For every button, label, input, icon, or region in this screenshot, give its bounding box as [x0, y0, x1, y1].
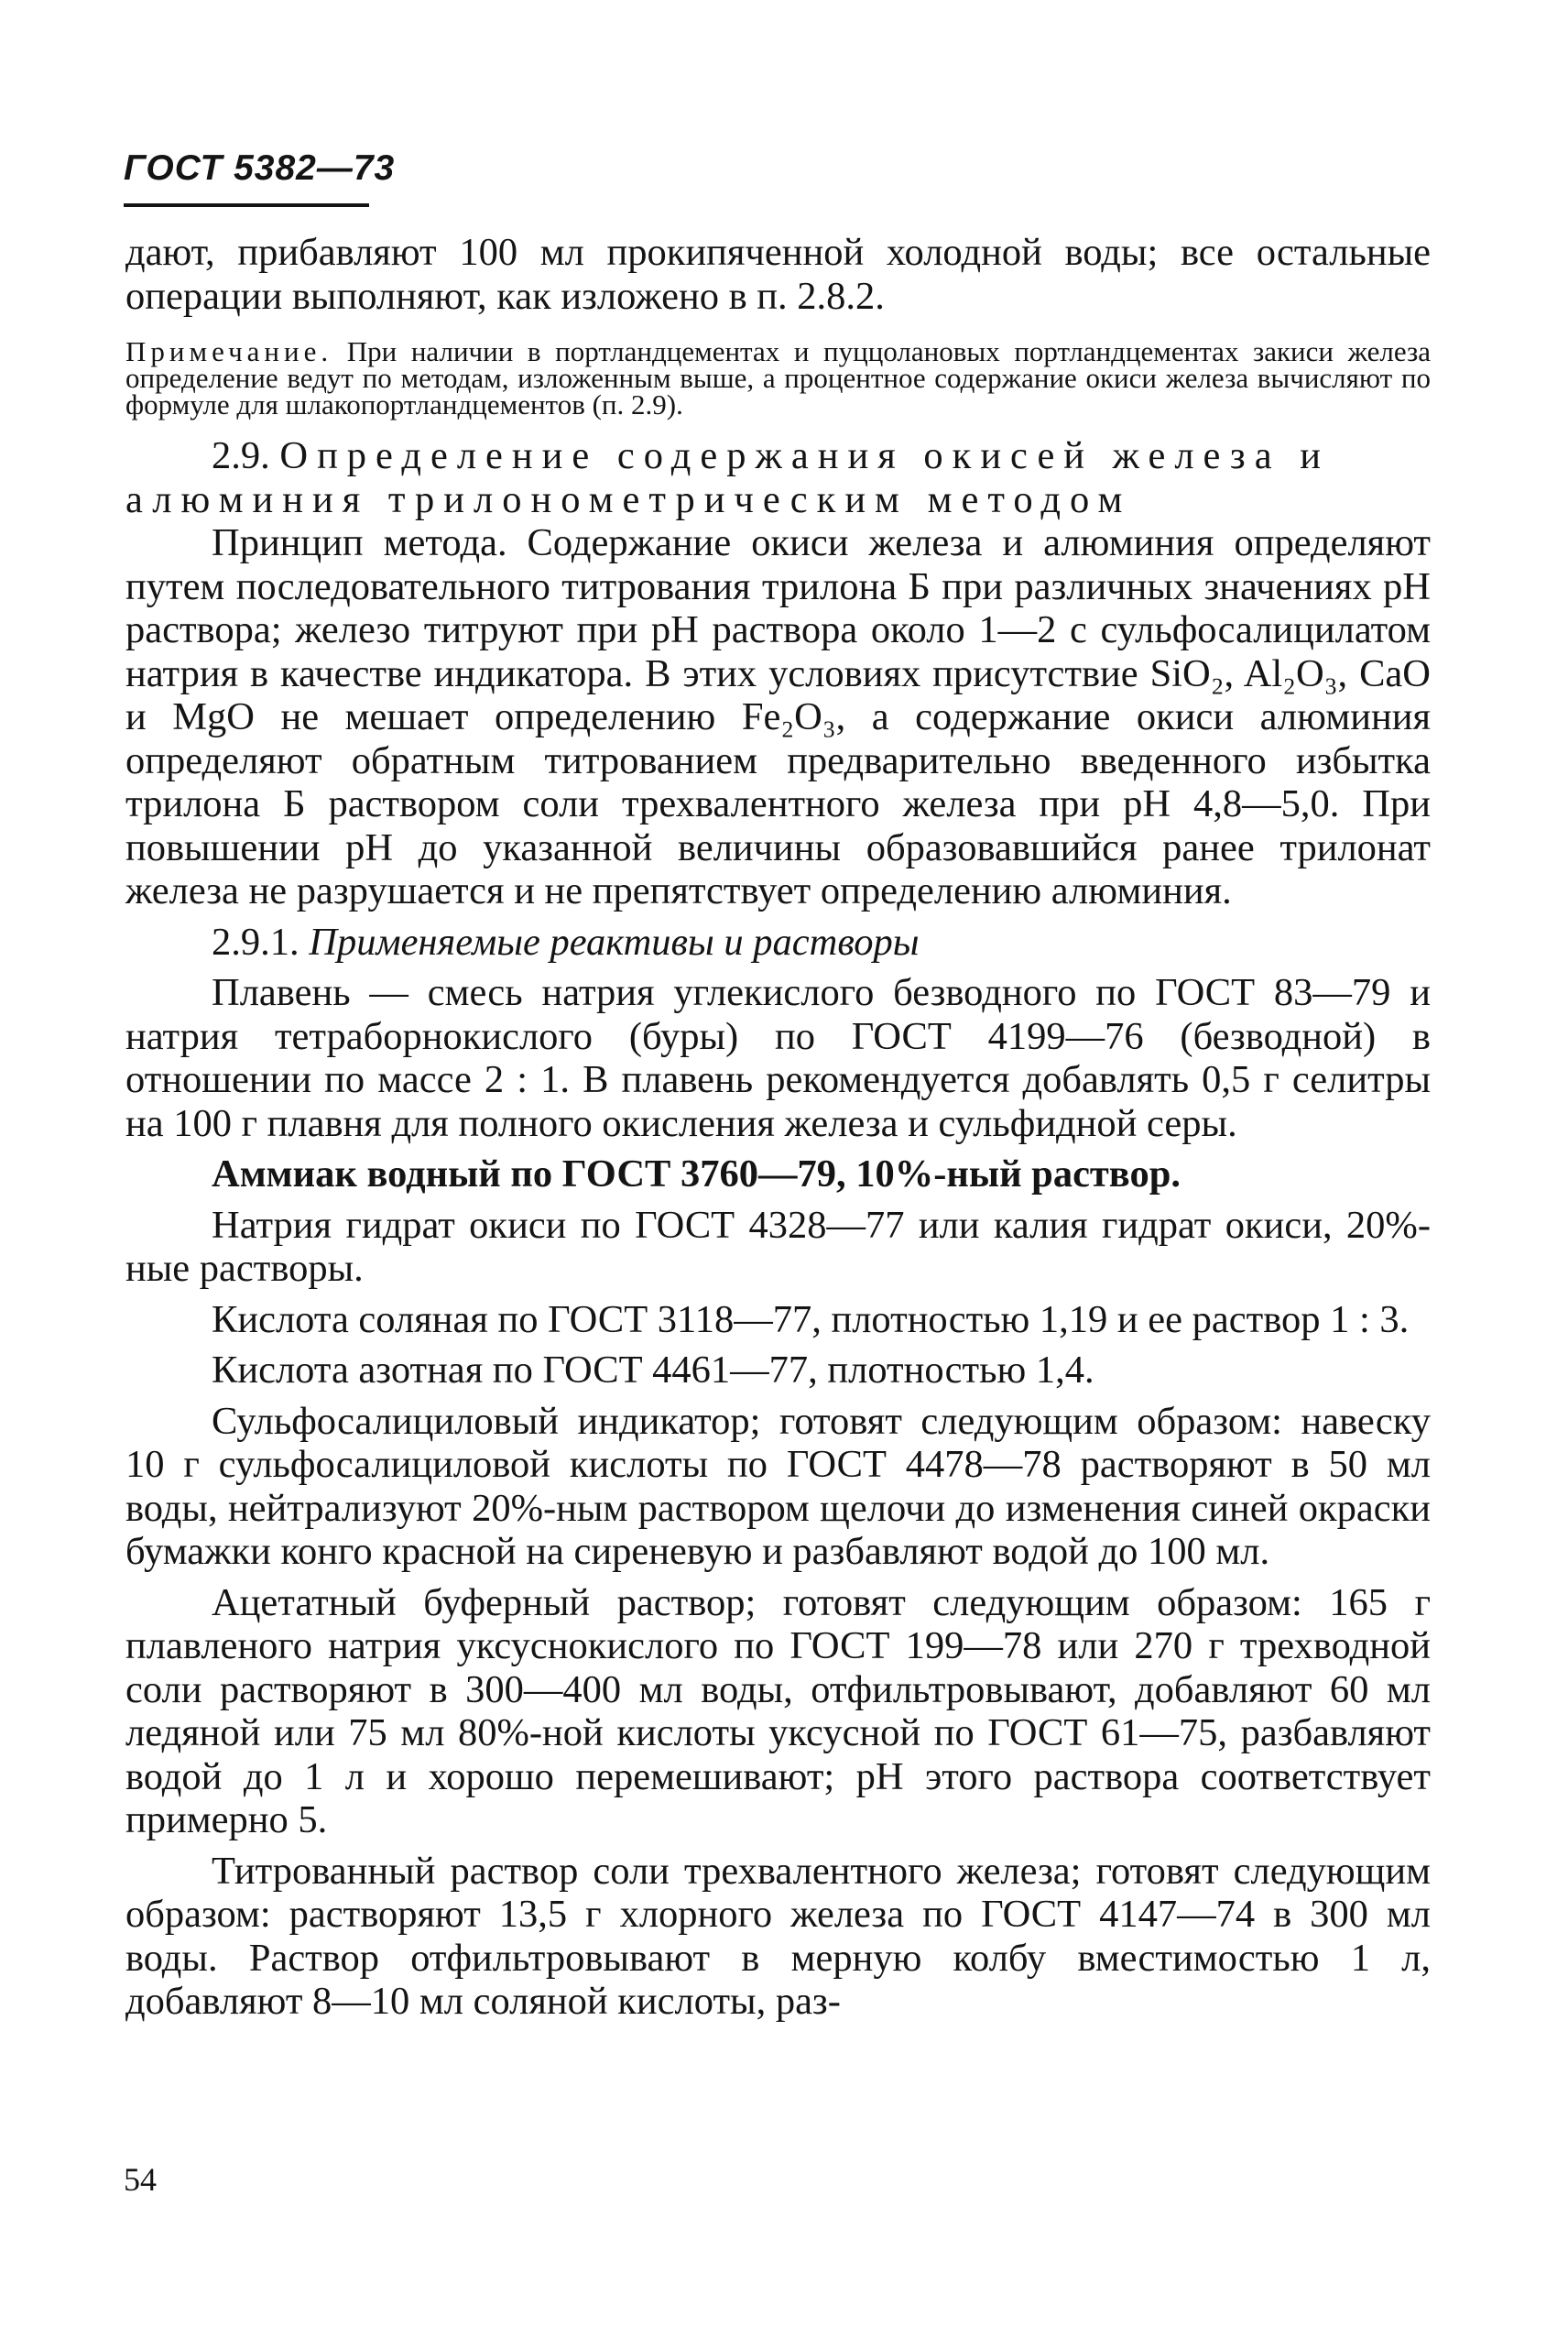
document-header: ГОСТ 5382—73: [124, 148, 396, 188]
document-body: [125, 231, 1431, 2024]
subsection-heading: [125, 921, 1431, 965]
paragraph-nitric-acid: Кислота азотная по ГОСТ 4461—77, плотностью 1,4.: [212, 1349, 1094, 1392]
note: [125, 335, 1431, 420]
paragraph-ammonia: Аммиак водный по ГОСТ 3760—79, 10%-ный раствор.: [212, 1152, 1181, 1196]
note-lead: Примечание.: [125, 335, 333, 367]
section-heading: [125, 434, 1431, 521]
paragraph-hydrochloric-acid: Кислота соляная по ГОСТ 3118—77, плотностью 1,19 и ее раствор 1 : 3.: [212, 1297, 1410, 1341]
paragraph-continuation: дают, прибавляют 100 мл прокипяченной холодной воды; все остальные операции выполняют, как изложено в п. 2.8.2.: [125, 231, 1431, 318]
note-text: При наличии в портландцементах и пуццолановых портландцементах закиси железа определение ведут по методам, изложенным выше, а процентное содержание окиси железа вычисляют по формуле для шлакопортландцементов (п. 2.9).: [125, 335, 1431, 420]
paragraph-hydroxide: Натрия гидрат окиси по ГОСТ 4328—77 или калия гидрат окиси, 20%-ные растворы.: [125, 1203, 1431, 1290]
paragraph-principle: Принцип метода. Содержание окиси железа и алюминия определяют путем последовательного титрования трилона Б при различных значениях pH раствора; железо титруют при pH раствора около 1—2 с сульфосалицилатом натрия в качестве индикатора. В этих условиях присутствие SiO₂, Al₂O₃, CaO и MgO не мешает определению Fe₂O₃, а содержание окиси алюминия определяют обратным титрованием предварительно введенного избытка трилона Б раствором соли трехвалентного железа при pH 4,8—5,0. При повышении pH до указанной величины образовавшийся ранее трилонат железа не разрушается и не препятствует определению алюминия.: [125, 521, 1431, 912]
paragraph-iron-solution: Титрованный раствор соли трехвалентного железа; готовят следующим образом: растворяют 13,5 г хлорного железа по ГОСТ 4147—74 в 300 мл воды. Раствор отфильтровывают в мерную колбу вместимостью 1 л, добавляют 8—10 мл соляной кислоты, раз-: [125, 1849, 1431, 2023]
section-number: 2.9.: [212, 434, 270, 477]
page-number: 54: [124, 2161, 157, 2198]
subsection-number: 2.9.1.: [212, 920, 299, 964]
paragraph-flux: Плавень — смесь натрия углекислого безводного по ГОСТ 83—79 и натрия тетраборнокислого (буры) по ГОСТ 4199—76 (безводной) в отношении по массе 2 : 1. В плавень рекомендуется добавлять 0,5 г селитры на 100 г плавня для полного окисления железа и сульфидной серы.: [125, 971, 1431, 1145]
paragraph-indicator: Сульфосалициловый индикатор; готовят следующим образом: навеску 10 г сульфосалициловой кислоты по ГОСТ 4478—78 растворяют в 50 мл воды, нейтрализуют 20%-ным раствором щелочи до изменения синей окраски бумажки конго красной на сиреневую и разбавляют водой до 100 мл.: [125, 1399, 1431, 1573]
paragraph-acetate-buffer: Ацетатный буферный раствор; готовят следующим образом: 165 г плавленого натрия уксуснокислого по ГОСТ 199—78 или 270 г трехводной соли растворяют в 300—400 мл воды, отфильтровывают, добавляют 60 мл ледяной или 75 мл 80%-ной кислоты уксусной по ГОСТ 61—75, разбавляют водой до 1 л и хорошо перемешивают; pH этого раствора соответствует примерно 5.: [125, 1580, 1431, 1841]
header-rule: [124, 203, 369, 207]
subsection-title: Применяемые реактивы и растворы: [309, 920, 920, 964]
section-title: Определение содержания окисей железа и алюминия трилонометрическим методом: [125, 434, 1330, 521]
